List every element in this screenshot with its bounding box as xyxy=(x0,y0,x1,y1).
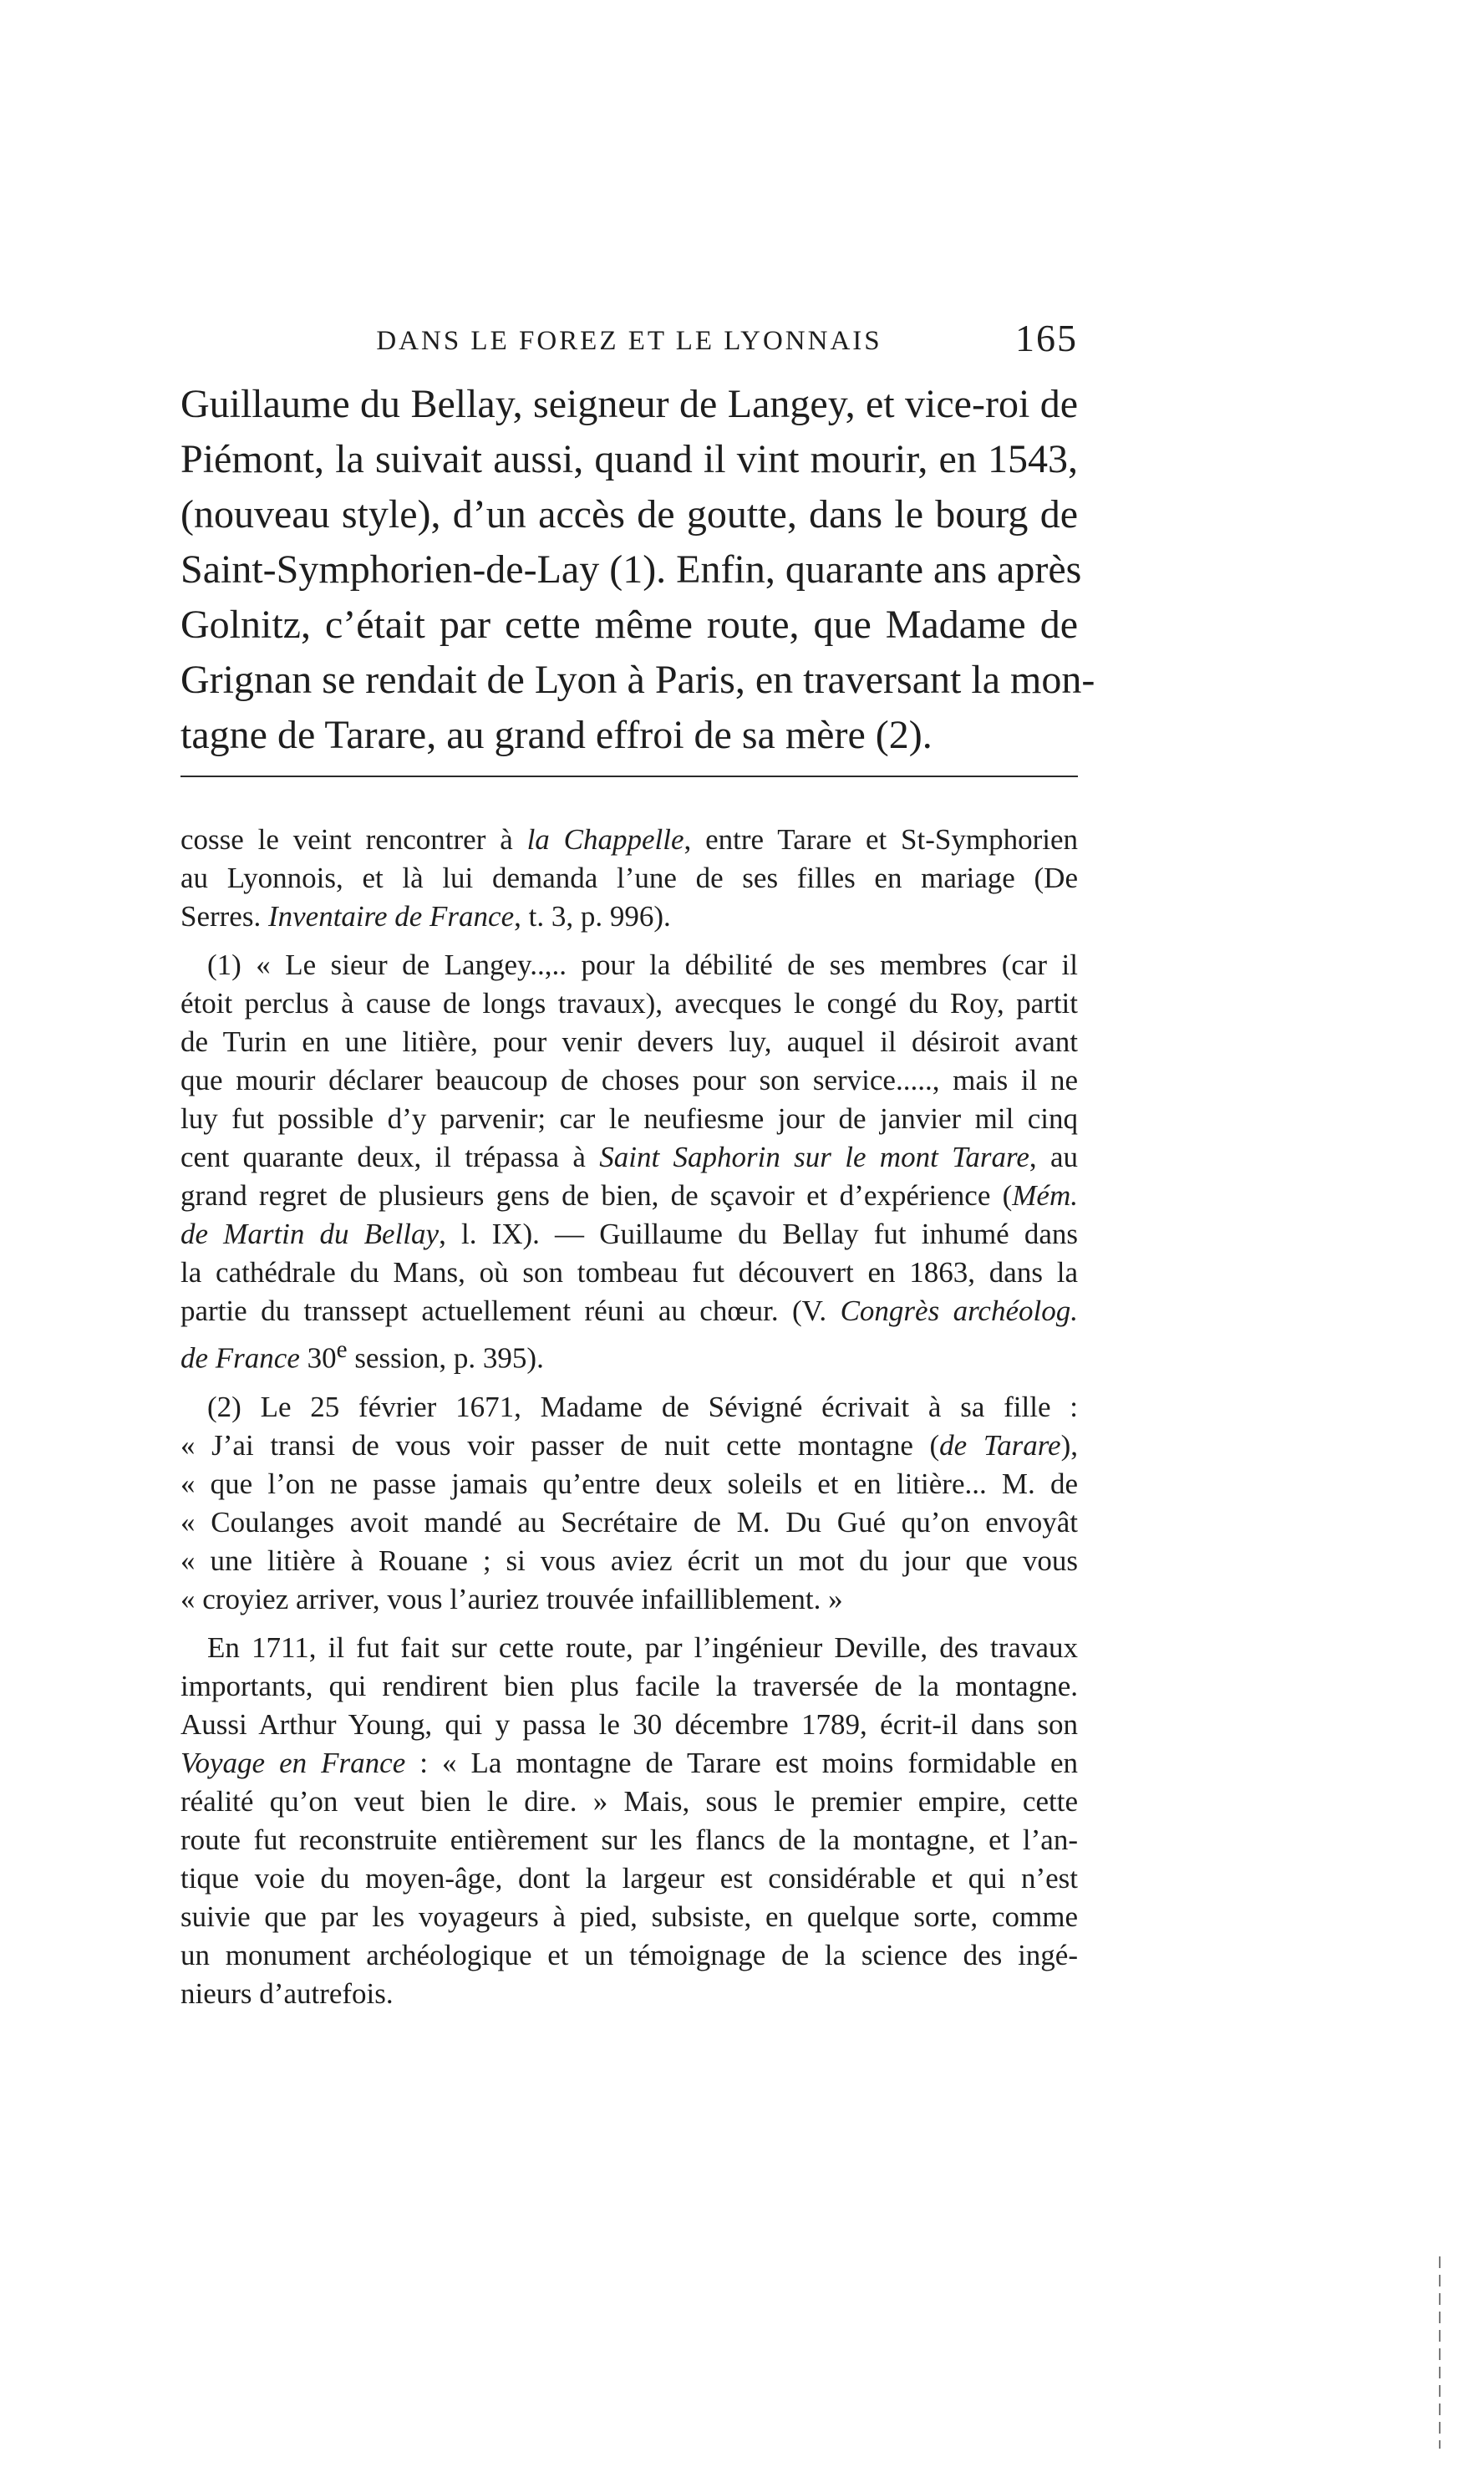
note-line: Voyage en France : « La montagne de Tarare est moins formidable en xyxy=(180,1746,1078,1779)
page-header xyxy=(180,317,1078,371)
footnote-2 xyxy=(180,1388,1078,1619)
note-line: grand regret de plusieurs gens de bien, de sçavoir et d’expérience (Mém. xyxy=(180,1179,1078,1212)
note-line: de France 30e session, p. 395). xyxy=(180,1336,544,1375)
scan-edge-mark xyxy=(1439,2256,1441,2449)
note-line: cent quarante deux, il trépassa à Saint Saphorin sur le mont Tarare, au xyxy=(180,1141,1078,1173)
note-line: En 1711, il fut fait sur cette route, par l’ingénieur Deville, des travaux xyxy=(207,1630,1078,1664)
note-line: « une litière à Rouane ; si vous aviez écrit un mot du jour que vous xyxy=(180,1544,1078,1577)
note-line: importants, qui rendirent bien plus facile la traversée de la montagne. xyxy=(180,1669,1078,1702)
running-title: DANS LE FOREZ ET LE LYONNAIS xyxy=(376,326,882,356)
note-line: « Coulanges avoit mandé au Secrétaire de M. Du Gué qu’on envoyât xyxy=(180,1505,1078,1539)
note-line: « que l’on ne passe jamais qu’entre deux soleils et en litière... M. de xyxy=(180,1467,1078,1500)
text-line: tagne de Tarare, au grand effroi de sa mère (2). xyxy=(180,713,933,757)
note-line: étoit perclus à cause de longs travaux), avecques le congé du Roy, partit xyxy=(180,987,1078,1020)
note-line: tique voie du moyen-âge, dont la largeur est considérable et qui n’est xyxy=(180,1861,1078,1895)
main-text xyxy=(180,377,1095,763)
footnote-1 xyxy=(180,946,1078,1378)
text-line: Grignan se rendait de Lyon à Paris, en traversant la mon- xyxy=(180,658,1095,702)
text-line: Guillaume du Bellay, seigneur de Langey, et vice-roi de xyxy=(180,382,1078,426)
note-line: que mourir déclarer beaucoup de choses pour son service....., mais il ne xyxy=(180,1064,1078,1096)
note-line: nieurs d’autrefois. xyxy=(180,1976,394,2010)
text-line: Golnitz, c’était par cette même route, que Madame de xyxy=(180,603,1078,647)
closing-paragraph xyxy=(180,1629,1078,2013)
footnote-separator xyxy=(180,776,1078,777)
note-line: (1) « Le sieur de Langey..,.. pour la débilité de ses membres (car il xyxy=(207,949,1078,981)
note-line: « croyiez arriver, vous l’auriez trouvée infailliblement. » xyxy=(180,1582,843,1615)
page-number: 165 xyxy=(1015,317,1078,359)
note-line: au Lyonnois, et là lui demanda l’une de ses filles en mariage (De xyxy=(180,862,1078,894)
note-line: route fut reconstruite entièrement sur les flancs de la montagne, et l’an- xyxy=(180,1823,1078,1856)
note-line: Serres. Inventaire de France, t. 3, p. 996). xyxy=(180,900,671,933)
text-line: Piémont, la suivait aussi, quand il vint mourir, en 1543, xyxy=(180,437,1078,481)
note-line: partie du transsept actuellement réuni au chœur. (V. Congrès archéolog. xyxy=(180,1295,1078,1327)
text-line: (nouveau style), d’un accès de goutte, dans le bourg de xyxy=(180,492,1078,537)
footnotes xyxy=(180,821,1078,2023)
note-line: un monument archéologique et un témoignage de la science des ingé- xyxy=(180,1938,1078,1971)
note-line: luy fut possible d’y parvenir; car le neufiesme jour de janvier mil cinq xyxy=(180,1102,1078,1135)
note-line: suivie que par les voyageurs à pied, subsiste, en quelque sorte, comme xyxy=(180,1900,1078,1933)
note-line: de Turin en une litière, pour venir devers luy, auquel il désiroit avant xyxy=(180,1025,1078,1058)
note-line: « J’ai transi de vous voir passer de nuit cette montagne (de Tarare), xyxy=(180,1428,1078,1462)
text-line: Saint-Symphorien-de-Lay (1). Enfin, quarante ans après xyxy=(180,547,1082,592)
note-line: de Martin du Bellay, l. IX). — Guillaume du Bellay fut inhumé dans xyxy=(180,1218,1079,1250)
note-line: la cathédrale du Mans, où son tombeau fut découvert en 1863, dans la xyxy=(180,1256,1078,1289)
note-line: (2) Le 25 février 1671, Madame de Sévigné écrivait à sa fille : xyxy=(207,1390,1078,1423)
note-line: cosse le veint rencontrer à la Chappelle, entre Tarare et St-Symphorien xyxy=(180,823,1078,856)
note-line: Aussi Arthur Young, qui y passa le 30 décembre 1789, écrit-il dans son xyxy=(180,1707,1078,1741)
note-line: réalité qu’on veut bien le dire. » Mais, sous le premier empire, cette xyxy=(180,1784,1078,1818)
note-continuation xyxy=(180,821,1078,936)
